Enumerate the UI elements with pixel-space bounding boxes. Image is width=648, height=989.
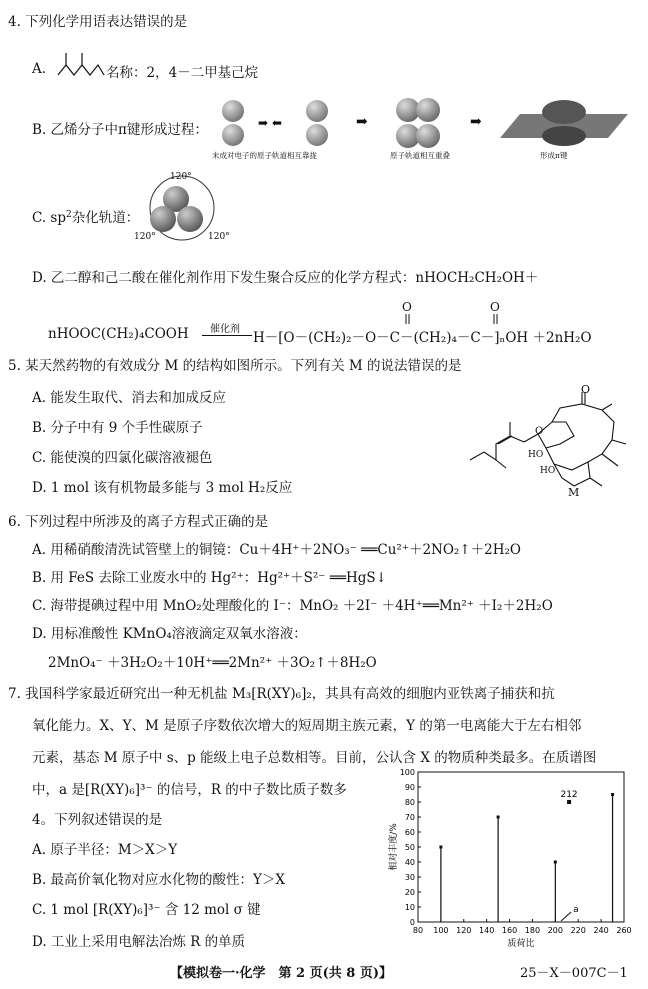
q7-line-2: 氧化能力。X、Y、M 是原子序数依次增大的短周期主族元素，Y 的第一电离能大于左右相邻 [32, 718, 582, 734]
x-tick-label: 100 [433, 926, 449, 935]
q7-line-5: 4。下列叙述错误的是 [32, 812, 163, 828]
arrow-left-icon: ➡ ⬅ [258, 116, 282, 130]
molecule-label-m: M [568, 486, 580, 499]
y-tick-label: 70 [404, 813, 415, 822]
y-tick-label: 90 [404, 783, 415, 792]
ho-label-1: HO [528, 450, 544, 460]
x-tick-label: 240 [593, 926, 609, 935]
y-tick-label: 50 [404, 843, 415, 852]
y-axis-label: 相对丰度/% [389, 823, 399, 871]
q6-stem: 6. 下列过程中所涉及的离子方程式正确的是 [8, 514, 269, 530]
spectrum-peak-top [497, 816, 500, 819]
ho-label-2: HO [540, 466, 556, 476]
x-tick-label: 220 [570, 926, 586, 935]
mass-spectrum-chart [386, 764, 636, 964]
q6-option-d: D. 用标准酸性 KMnO₄溶液滴定双氧水溶液： [32, 626, 307, 642]
y-tick-label: 30 [404, 873, 415, 882]
q6-option-a: A. 用稀硝酸清洗试管壁上的铜镜：Cu＋4H⁺＋2NO₃⁻ ══Cu²⁺＋2NO₂↑＋2H₂O [32, 542, 521, 558]
q4-option-b-label: B. 乙烯分子中π键形成过程： [32, 122, 208, 138]
carbonyl-o-label-1: O [402, 300, 412, 314]
y-tick-label: 80 [404, 798, 415, 807]
q7-option-a: A. 原子半径：M＞X＞Y [32, 842, 178, 858]
y-tick-label: 40 [404, 858, 415, 867]
q6-option-c: C. 海带提碘过程中用 MnO₂处理酸化的 I⁻：MnO₂ ＋2I⁻ ＋4H⁺══Mn²⁺ ＋I₂＋2H₂O [32, 598, 553, 614]
q6-option-d-equation: 2MnO₄⁻ ＋3H₂O₂＋10H⁺══2Mn²⁺ ＋3O₂↑＋8H₂O [48, 655, 377, 671]
angle-label-left: 120° [134, 232, 156, 242]
double-bond-icon [400, 312, 500, 326]
x-axis-label: 质荷比 [507, 939, 535, 949]
footer-code: 25－X－007C－1 [520, 966, 628, 981]
q4-option-c-tail: 杂化轨道： [71, 210, 140, 226]
angle-label-right: 120° [208, 232, 230, 242]
q5-option-c: C. 能使溴的四氯化碳溶液褪色 [32, 450, 213, 466]
annotation-a: a [573, 905, 579, 915]
y-tick-label: 0 [409, 918, 415, 927]
x-tick-label: 160 [501, 926, 518, 935]
b-caption-1: 未成对电子的原子轨道相互靠拢 [212, 151, 317, 160]
plot-frame [418, 772, 624, 922]
ester-o-label: O [535, 426, 544, 437]
q7-option-b: B. 最高价氧化物对应水化物的酸性：Y＞X [32, 872, 286, 888]
spectrum-peak-top [554, 861, 557, 864]
q4-option-c [32, 206, 139, 226]
q4-option-c-sup: 2 [66, 210, 72, 220]
q7-line-3: 元素，基态 M 原子中 s、p 能级上电子总数相等。目前，公认含 X 的物质种类最多。在质谱图 [32, 750, 597, 766]
data-point-212 [567, 800, 571, 804]
q4-option-d-right: H－[O－(CH₂)₂－O－C－(CH₂)₄－C－]ₙOH ＋2nH₂O [253, 330, 592, 346]
x-tick-label: 200 [547, 926, 563, 935]
skeletal-formula-icon [56, 45, 106, 81]
y-tick-label: 10 [404, 903, 415, 912]
reaction-arrow [202, 335, 252, 336]
q4-option-a-text: 名称：2，4－二甲基己烷 [106, 65, 259, 81]
b-caption-3: 形成π键 [540, 151, 568, 160]
carbonyl-o-label-2: O [490, 300, 500, 314]
q5-stem: 5. 某天然药物的有效成分 M 的结构如图所示。下列有关 M 的说法错误的是 [8, 358, 462, 374]
q4-option-d-line1: D. 乙二醇和己二酸在催化剂作用下发生聚合反应的化学方程式：nHOCH₂CH₂OH＋ [32, 270, 539, 286]
q5-option-a: A. 能发生取代、消去和加成反应 [32, 390, 226, 406]
arrow-right-icon: ➡ [356, 114, 368, 130]
ketone-o-label: O [581, 383, 591, 396]
q4-option-c-label: C. sp [32, 210, 67, 226]
annotation-212: 212 [560, 790, 578, 800]
y-tick-label: 60 [404, 828, 415, 837]
x-tick-label: 120 [456, 926, 472, 935]
q4-stem: 4. 下列化学用语表达错误的是 [8, 14, 188, 30]
q7-option-d: D. 工业上采用电解法冶炼 R 的单质 [32, 934, 246, 950]
angle-label-top: 120° [170, 172, 192, 182]
y-tick-label: 100 [399, 768, 415, 777]
arrow-right-icon: ➡ [470, 114, 482, 130]
q5-option-d: D. 1 mol 该有机物最多能与 3 mol H₂反应 [32, 480, 293, 496]
spectrum-peak-top [439, 846, 442, 849]
molecule-m-structure [462, 382, 640, 498]
catalyst-label: 催化剂 [210, 324, 240, 335]
spectrum-peak-top [611, 793, 614, 796]
q4-option-a-label: A. [32, 61, 47, 77]
x-tick-label: 180 [524, 926, 541, 935]
q4-option-d-left: nHOOC(CH₂)₄COOH [48, 326, 189, 342]
x-tick-label: 140 [479, 926, 495, 935]
q6-option-b: B. 用 FeS 去除工业废水中的 Hg²⁺：Hg²⁺＋S²⁻ ══HgS↓ [32, 570, 387, 586]
y-tick-label: 20 [404, 888, 415, 897]
x-tick-label: 80 [412, 926, 424, 935]
q5-option-b: B. 分子中有 9 个手性碳原子 [32, 420, 203, 436]
pi-bond-icon [500, 92, 628, 148]
q7-line-1: 7. 我国科学家最近研究出一种无机盐 M₃[R(XY)₆]₂，其具有高效的细胞内亚铁离子捕获和抗 [8, 686, 555, 702]
footer-page-info: 【模拟卷一·化学 第 2 页(共 8 页)】 [170, 966, 393, 981]
b-caption-2: 原子轨道相互重叠 [390, 151, 450, 160]
q7-option-c: C. 1 mol [R(XY)₆]³⁻ 含 12 mol σ 键 [32, 902, 261, 918]
q7-line-4: 中，a 是[R(XY)₆]³⁻ 的信号，R 的中子数比质子数多 [32, 782, 347, 798]
x-tick-label: 260 [616, 926, 632, 935]
annotation-a-pointer [561, 912, 571, 921]
